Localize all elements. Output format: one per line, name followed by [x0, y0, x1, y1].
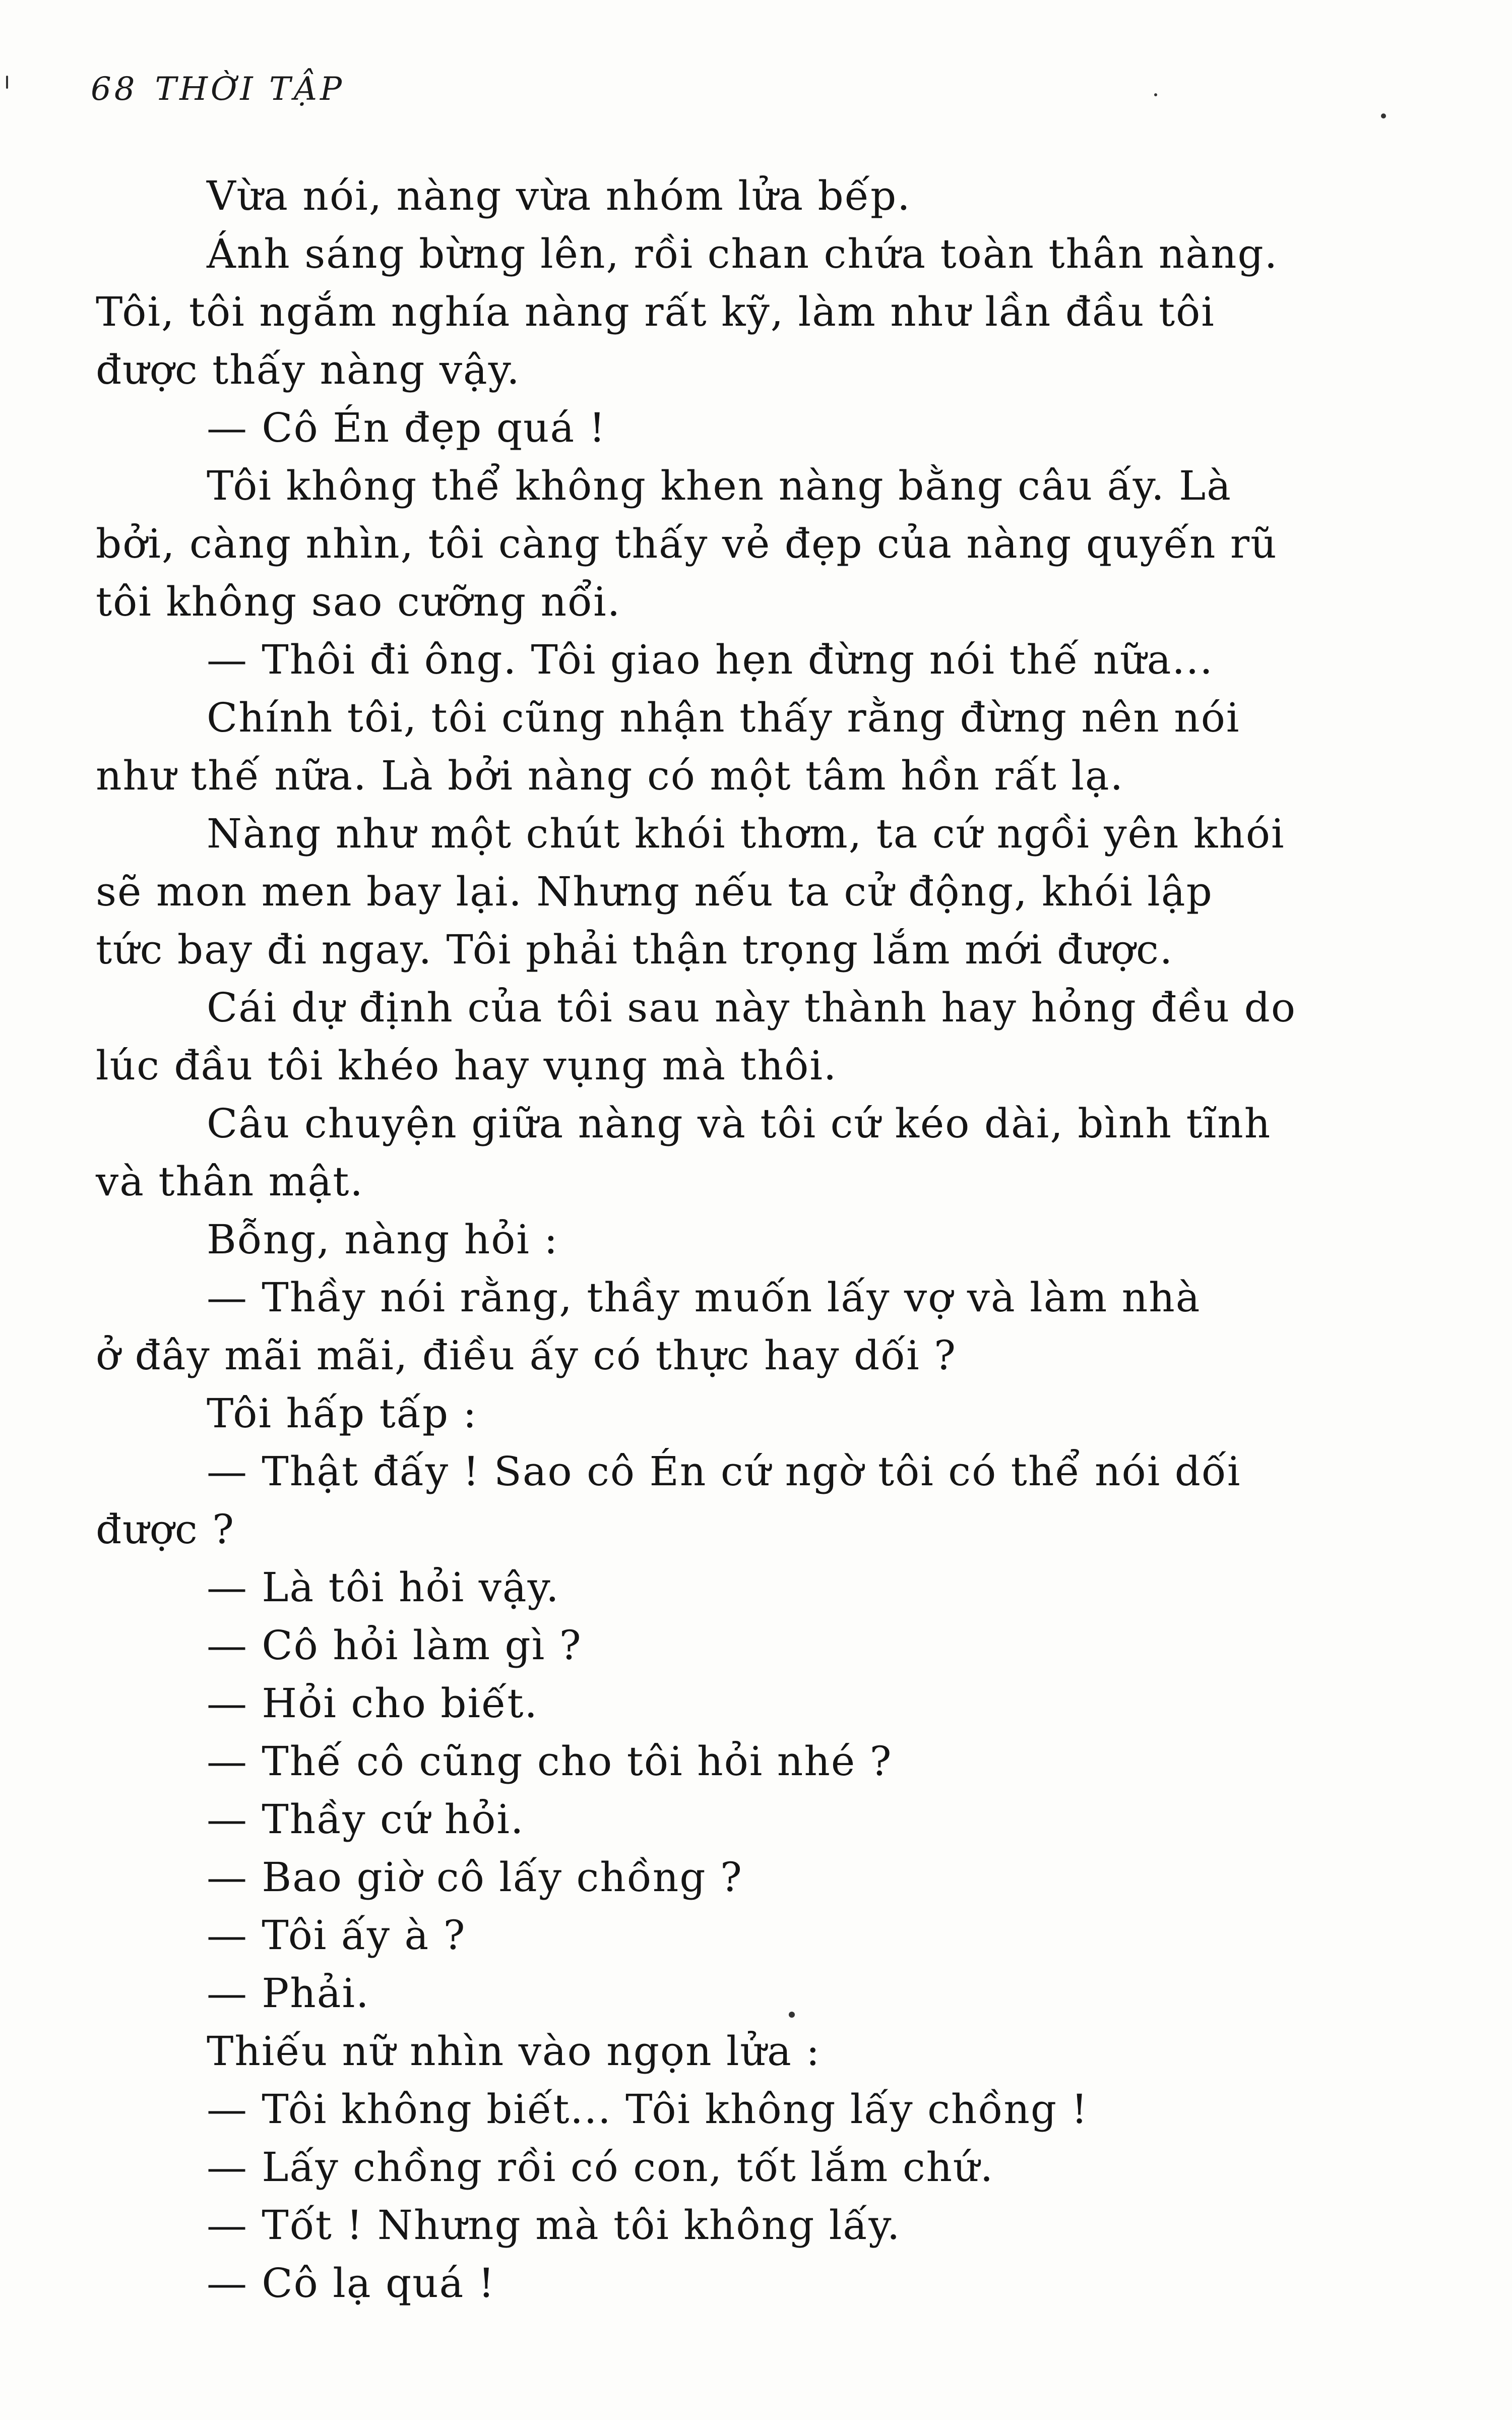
print-speck	[6, 76, 8, 89]
running-head	[91, 71, 345, 108]
dialogue-line: — Thôi đi ông. Tôi giao hẹn đừng nói thế nữa...	[207, 636, 1214, 683]
dialogue-line: — Thật đấy ! Sao cô Én cứ ngờ tôi có thể nói dối	[207, 1448, 1241, 1495]
text-line: Chính tôi, tôi cũng nhận thấy rằng đừng nên nói	[207, 694, 1240, 741]
text-line: sẽ mon men bay lại. Nhưng nếu ta cử động, khói lập	[96, 868, 1213, 915]
text-line: tôi không sao cưỡng nổi.	[96, 578, 621, 625]
dialogue-line: — Lấy chồng rồi có con, tốt lắm chứ.	[207, 2144, 994, 2191]
dialogue-line: — Hỏi cho biết.	[207, 1680, 538, 1727]
text-line: như thế nữa. Là bởi nàng có một tâm hồn rất lạ.	[96, 752, 1124, 799]
text-line: Cái dự định của tôi sau này thành hay hỏng đều do	[207, 984, 1296, 1031]
text-line: Thiếu nữ nhìn vào ngọn lửa :	[207, 2028, 821, 2075]
text-line: được thấy nàng vậy.	[96, 346, 521, 393]
text-line: Bỗng, nàng hỏi :	[207, 1216, 559, 1263]
print-speck	[1154, 93, 1157, 96]
text-line: và thân mật.	[96, 1158, 364, 1205]
dialogue-line: — Tôi không biết... Tôi không lấy chồng !	[207, 2086, 1089, 2133]
dialogue-line: — Cô Én đẹp quá !	[207, 404, 606, 451]
text-line: ở đây mãi mãi, điều ấy có thực hay dối ?	[96, 1332, 957, 1379]
text-line: Câu chuyện giữa nàng và tôi cứ kéo dài, bình tĩnh	[207, 1100, 1272, 1147]
dialogue-line: — Thầy nói rằng, thầy muốn lấy vợ và làm nhà	[207, 1274, 1201, 1321]
dialogue-line: — Là tôi hỏi vậy.	[207, 1564, 560, 1611]
text-line: Ánh sáng bừng lên, rồi chan chứa toàn thân nàng.	[207, 230, 1279, 277]
text-line: Vừa nói, nàng vừa nhóm lửa bếp.	[207, 172, 911, 219]
print-speck	[789, 2012, 795, 2018]
dialogue-line: — Cô hỏi làm gì ?	[207, 1622, 582, 1669]
text-line: bởi, càng nhìn, tôi càng thấy vẻ đẹp của nàng quyến rũ	[96, 520, 1278, 567]
dialogue-line: — Thế cô cũng cho tôi hỏi nhé ?	[207, 1738, 893, 1785]
text-line: Tôi hấp tấp :	[207, 1390, 478, 1437]
book-title: THỜI TẬP	[155, 71, 345, 108]
page-number: 68	[91, 71, 138, 108]
text-line: được ?	[96, 1506, 235, 1553]
dialogue-line: — Cô lạ quá !	[207, 2260, 495, 2307]
print-speck	[1381, 113, 1386, 118]
dialogue-line: — Thầy cứ hỏi.	[207, 1796, 525, 1843]
dialogue-line: — Phải.	[207, 1970, 370, 2017]
text-line: Tôi không thể không khen nàng bằng câu ấy. Là	[207, 462, 1232, 509]
text-line: Tôi, tôi ngắm nghía nàng rất kỹ, làm như lần đầu tôi	[96, 288, 1215, 335]
text-line: lúc đầu tôi khéo hay vụng mà thôi.	[96, 1042, 838, 1089]
text-line: tức bay đi ngay. Tôi phải thận trọng lắm mới được.	[96, 926, 1174, 973]
dialogue-line: — Tốt ! Nhưng mà tôi không lấy.	[207, 2202, 901, 2249]
dialogue-line: — Bao giờ cô lấy chồng ?	[207, 1854, 743, 1901]
dialogue-line: — Tôi ấy à ?	[207, 1912, 466, 1959]
text-line: Nàng như một chút khói thơm, ta cứ ngồi yên khói	[207, 810, 1285, 857]
